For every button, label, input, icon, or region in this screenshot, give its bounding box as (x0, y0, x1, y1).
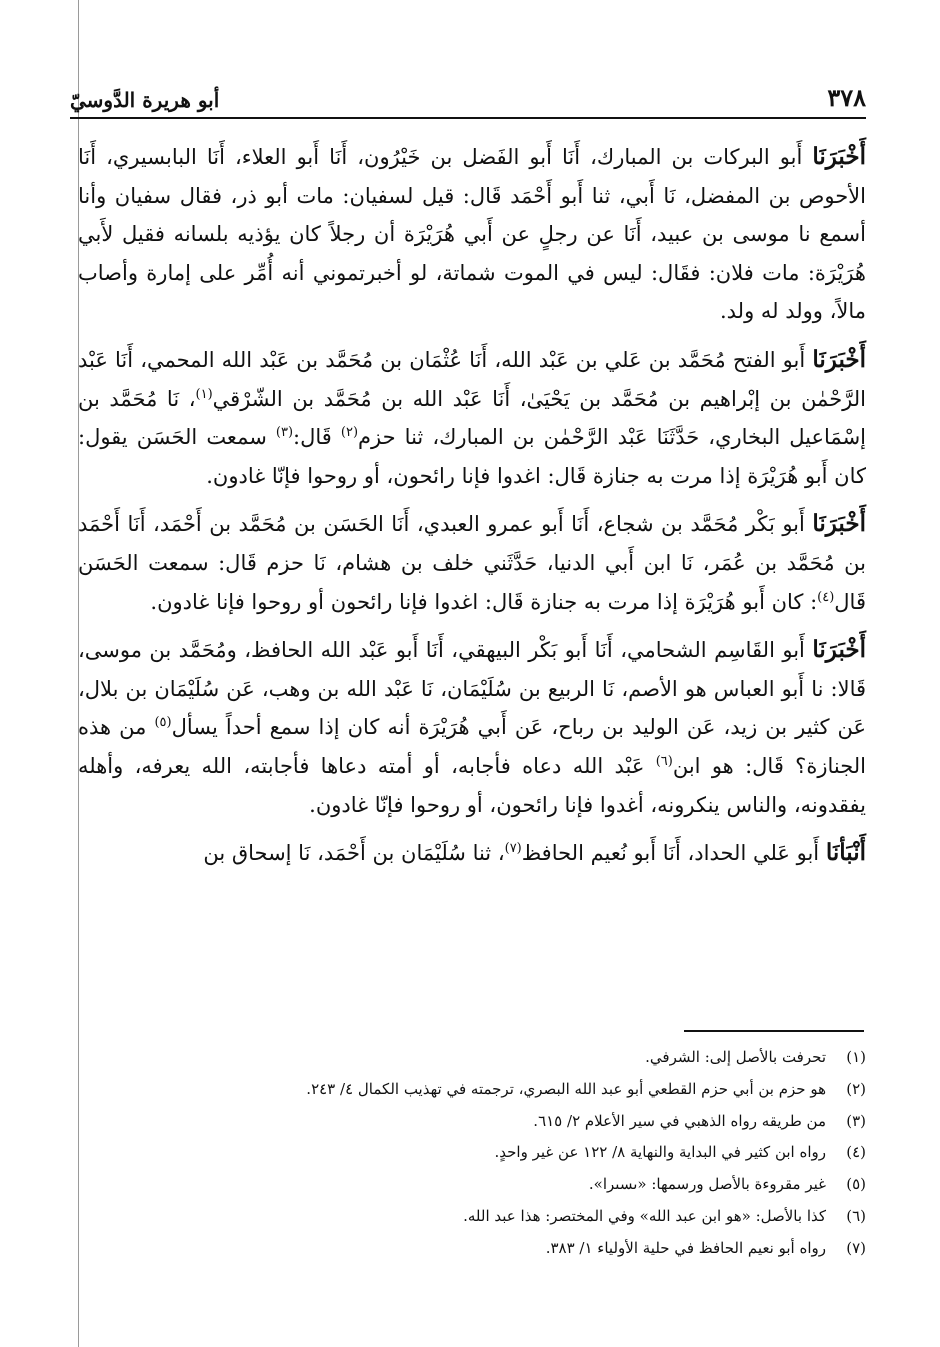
footnote-text: تحرفت بالأصل إلى: الشرفي. (645, 1048, 826, 1066)
footnote (90, 1137, 866, 1169)
paragraph-lead: أَخْبَرَنَا (812, 510, 866, 538)
footnote-ref: (١) (195, 386, 213, 402)
paragraph-text: قَال: (293, 425, 341, 450)
footnote-ref: (٦) (655, 753, 673, 769)
paragraph-lead: أَخْبَرَنَا (812, 345, 866, 373)
paragraph (78, 631, 866, 824)
paragraph-text: ، نَا مُحَمَّد بن إسْمَاعيل البخاري، حَدَّثَنَا عَبْد الرَّحْمٰن بن المبارك، ثنا حزم (78, 386, 867, 450)
footnote-text: من طريقه رواه الذهبي في سير الأعلام ٢/ ٦١٥. (533, 1111, 826, 1130)
footnote-ref: (٥) (154, 715, 172, 731)
footnote (90, 1042, 866, 1074)
footnote-text: رواه أبو نعيم الحافظ في حلية الأولياء ١/ ٣٨٣. (545, 1238, 826, 1257)
paragraph-text: أَبو بَكْر مُحَمَّد بن شجاع، أَنَا أَبو عمرو العبدي، أَنَا الحَسَن بن مُحَمَّد بن أَحْمَد، أَنَا أَحْمَد بن مُحَمَّد بن عُمَر، نَا ابن أَبي الدنيا، حَدَّثَني خلف بن هشام، نَا حزم قَال: سمعت الحَسَن قَال (78, 512, 866, 614)
paragraph (78, 138, 866, 331)
footnote-number: (٦) (846, 1206, 866, 1225)
footnote (90, 1074, 866, 1106)
footnote (90, 1106, 866, 1138)
paragraph-text: ، ثنا سُلَيْمَان بن أَحْمَد، نَا إسحاق بن (203, 841, 505, 866)
paragraph-lead: أَخْبَرَنَا (812, 143, 866, 170)
running-title: أبو هريرة الدَّوسيّ (70, 88, 220, 112)
paragraph-text: أَبو البركات بن المبارك، أَنَا أَبو الفَضل بن خَيْرُون، أَنَا أَبو العلاء، أَنَا البابسيري، أَنَا الأحوص بن المفضل، نَا أَبي، ثنا أَبو أَحْمَد قَال: قيل لسفيان: مات أبو ذر، فقال سفيان وأنا أسمع نا موسى بن عبيد، أَنَا عن رجلٍ عن أَبي هُرَيْرَة أن رجلاً كان يؤذيه بلسانه فقيل لأَبي هُرَيْرَة: مات فلان: فقَال: ليس في الموت شماتة، لو أخبرتموني أنه أُمِّر على إمارة وأصاب مالاً، وولد له ولد. (78, 145, 866, 324)
footnotes (90, 1042, 866, 1265)
header-rule (70, 117, 866, 119)
paragraph-lead: أَخْبَرَنَا (812, 636, 866, 664)
footnote-number: (٥) (846, 1175, 866, 1194)
footnote-number: (٧) (846, 1238, 866, 1257)
footnote-ref: (٧) (504, 841, 522, 857)
paragraph-text: أَبو عَلي الحداد، أَنَا أَبو نُعيم الحافظ (521, 841, 820, 866)
footnote-number: (٤) (846, 1143, 866, 1162)
footnote-text: رواه ابن كثير في البداية والنهاية ٨/ ١٢٢ عن غير واحدٍ. (494, 1143, 826, 1162)
paragraph-lead: أَنْبَأنَا (825, 839, 866, 867)
paragraph-text: عَبْد الله دعاه فأجابه، أو أمته دعاها فأجابته، الله يعرفه، وأهله يفقدونه، والناس ينكرونه، أغدوا فإنا رائحون، أو روحوا فإنّا غادون. (78, 753, 866, 817)
paragraph (78, 834, 866, 873)
paragraph-text: سمعت الحَسَن يقول: كان أَبو هُرَيْرَة إذا مرت به جنازة قَال: اغدوا فإنا رائحون، أو روحوا فإنّا غادون. (78, 425, 866, 488)
footnote-text: غير مقروءة بالأصل ورسمها: «ىسىرا». (588, 1175, 826, 1194)
footnote (90, 1233, 866, 1265)
paragraph-text: : كان أَبو هُرَيْرَة إذا مرت به جنازة قَال: اغدوا فإنا رائحون أو روحوا فإنا غادون. (150, 589, 818, 614)
footnote-ref: (٢) (340, 425, 359, 441)
paragraph (78, 341, 866, 495)
main-text (78, 138, 866, 883)
paragraph-text: أَبو الفتح مُحَمَّد بن عَلي بن عَبْد الله، أَنَا عُثْمَان بن مُحَمَّد بن عَبْد الله المحمي، أَنَا عَبْد الرَّحْمٰن بن إبْراهيم بن مُحَمَّد بن يَحْيَىٰ، أَنَا عَبْد الله بن مُحَمَّد بن الشّرْقي (78, 347, 866, 411)
footnote-ref: (٣) (275, 425, 294, 441)
paragraph (78, 505, 866, 621)
page-number: ٣٧٨ (827, 83, 866, 112)
footnote-number: (١) (846, 1048, 866, 1066)
page-header (70, 72, 866, 112)
footnote-ref: (٤) (817, 589, 835, 605)
paragraph-text: أَبو القَاسِم الشحامي، أَنَا أَبو بَكْر البيهقي، أَنَا أَبو عَبْد الله الحافظ، ومُحَمَّد بن موسى، قَالا: نا أَبو العباس هو الأصم، نَا الربيع بن سُلَيْمَان، نَا عَبْد الله بن وهب، عَن سُلَيْمَان بن بلال، عَن كثير بن زيد، عَن الوليد بن رباح، عَن أَبي هُرَيْرَة أنه كان إذا سمع أحداً يسأل (78, 638, 867, 740)
footnote-number: (٣) (846, 1111, 866, 1130)
footnote-rule (684, 1030, 864, 1032)
footnote (90, 1201, 866, 1233)
footnote-number: (٢) (846, 1079, 866, 1098)
footnote (90, 1169, 866, 1201)
paragraph-text: من هذه الجنازة؟ قَال: هو ابن (78, 715, 866, 778)
footnote-text: هو حزم بن أبي حزم القطعي أبو عبد الله البصري، ترجمته في تهذيب الكمال ٤/ ٢٤٣. (306, 1079, 826, 1098)
footnote-text: كذا بالأصل: «هو ابن عبد الله» وفي المختصر: هذا عبد الله. (463, 1206, 826, 1225)
